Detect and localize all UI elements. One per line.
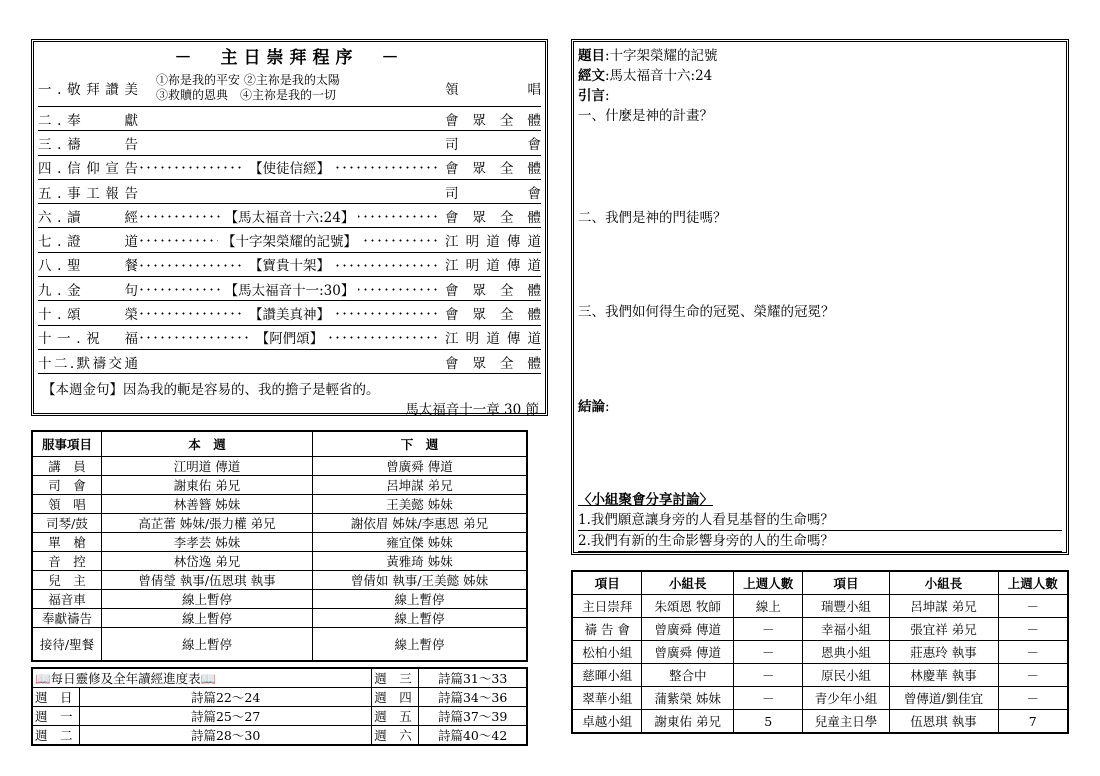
order-item-name: 二.奉 獻 bbox=[38, 112, 138, 129]
week-verse-reference: 馬太福音十一章 30 節 bbox=[405, 402, 539, 419]
order-item-leader: 江明道傳道 bbox=[441, 230, 541, 250]
order-item-name: 十一.祝 福 bbox=[38, 331, 138, 348]
table-cell: 講 員 bbox=[32, 457, 102, 476]
sermon-intro bbox=[578, 86, 1062, 106]
order-item-leader: 會眾全體 bbox=[441, 303, 541, 323]
table-row bbox=[572, 618, 1068, 641]
reading-passage: 詩篇31～33 bbox=[419, 668, 527, 688]
table-cell: 線上暫停 bbox=[313, 609, 528, 628]
table-cell: 線上暫停 bbox=[102, 628, 313, 662]
order-item-leader: 會眾全體 bbox=[441, 157, 541, 177]
table-cell: 雍宜傑 姊妹 bbox=[313, 533, 528, 552]
hymn-line: ①祢是我的平安 ②主祢是我的太陽 bbox=[156, 73, 340, 87]
table-cell: 主日崇拜 bbox=[572, 595, 642, 618]
table-cell: 江明道 傳道 bbox=[102, 457, 313, 476]
table-cell: 曾倩瑩 執事/伍恩琪 執事 bbox=[102, 571, 313, 590]
order-item-leader: 會眾全體 bbox=[441, 279, 541, 299]
table-cell: 音 控 bbox=[32, 552, 102, 571]
table-cell: 伍恩琪 執事 bbox=[889, 710, 998, 734]
table-row bbox=[32, 552, 527, 571]
table-cell: 張宜祥 弟兄 bbox=[889, 618, 998, 641]
table-row bbox=[572, 687, 1068, 710]
order-item-leader: 司 會 bbox=[441, 182, 541, 202]
table-cell: 5 bbox=[734, 710, 803, 734]
table-row bbox=[32, 668, 527, 688]
table-cell: 高芷蕾 姊妹/張力權 弟兄 bbox=[102, 514, 313, 533]
table-cell: 朱頌恩 牧師 bbox=[642, 595, 734, 618]
table-row bbox=[32, 476, 527, 495]
table-cell: － bbox=[998, 664, 1068, 687]
table-row bbox=[32, 707, 527, 726]
column-header: 上週人數 bbox=[734, 571, 803, 595]
order-item-name: 九.金 句 bbox=[38, 282, 138, 299]
table-cell: 線上暫停 bbox=[313, 590, 528, 609]
table-cell: 幸福小組 bbox=[803, 618, 889, 641]
order-item-leader: 領 唱 bbox=[441, 78, 541, 98]
order-item-detail bbox=[138, 303, 441, 323]
order-item-detail-text: 【讚美真神】 bbox=[245, 307, 334, 323]
order-item-name: 六.讀 經 bbox=[38, 209, 138, 226]
order-item-detail-text: 【寶貴十架】 bbox=[245, 258, 334, 274]
order-item-leader: 司 會 bbox=[441, 133, 541, 153]
order-row bbox=[38, 204, 541, 228]
order-item-detail-text: 【十字架榮耀的記號】 bbox=[218, 234, 361, 250]
table-cell: 王美懿 姊妹 bbox=[313, 495, 528, 514]
hymn-list bbox=[138, 73, 441, 103]
order-item-detail bbox=[138, 279, 441, 299]
table-cell: 單 槍 bbox=[32, 533, 102, 552]
column-header: 項目 bbox=[803, 571, 889, 595]
table-cell: 詩篇40～42 bbox=[419, 726, 527, 746]
order-item-detail bbox=[138, 206, 441, 226]
order-row bbox=[38, 301, 541, 325]
table-cell: 翠華小組 bbox=[572, 687, 642, 710]
order-item-name: 十二.默禱交通 bbox=[38, 355, 138, 372]
table-row bbox=[572, 595, 1068, 618]
table-cell: 兒 主 bbox=[32, 571, 102, 590]
service-table bbox=[31, 430, 528, 662]
table-cell: 曾傳道/劉佳宜 bbox=[889, 687, 998, 710]
table-header-row bbox=[572, 571, 1068, 595]
table-row bbox=[32, 514, 527, 533]
table-row bbox=[32, 457, 527, 476]
hymn-line: ③救贖的恩典 ④主祢是我的一切 bbox=[156, 88, 337, 102]
order-item-detail-text: 【阿們頌】 bbox=[252, 331, 328, 347]
table-cell: 黃雅琦 姊妹 bbox=[313, 552, 528, 571]
order-item-name: 七.證 道 bbox=[38, 234, 138, 251]
table-cell: 曾廣舜 傳道 bbox=[642, 618, 734, 641]
table-cell: 曾倩如 執事/王美懿 姊妹 bbox=[313, 571, 528, 590]
table-cell: 整合中 bbox=[642, 664, 734, 687]
column-header: 下 週 bbox=[313, 431, 528, 457]
table-cell: 線上暫停 bbox=[313, 628, 528, 662]
sermon-point-3: 三、我們如何得生命的冠冕、榮耀的冠冕？ bbox=[578, 304, 835, 320]
table-row bbox=[32, 726, 527, 746]
table-row bbox=[32, 628, 527, 662]
order-item-leader: 會眾全體 bbox=[441, 352, 541, 372]
order-row bbox=[38, 107, 541, 131]
order-item-detail bbox=[138, 327, 441, 347]
table-cell: 司 會 bbox=[32, 476, 102, 495]
order-row bbox=[38, 180, 541, 204]
table-cell: 週 五 bbox=[372, 707, 419, 726]
discussion-section bbox=[578, 490, 1062, 552]
table-header-row bbox=[32, 431, 527, 457]
discussion-title: 〈小組聚會分享討論〉 bbox=[578, 492, 713, 508]
table-cell: 曾廣舜 傳道 bbox=[642, 641, 734, 664]
intro-colon: : bbox=[605, 88, 610, 104]
table-cell: 慈暉小組 bbox=[572, 664, 642, 687]
table-cell: 松柏小組 bbox=[572, 641, 642, 664]
table-cell: 線上暫停 bbox=[102, 590, 313, 609]
order-item-detail-text: 【使徒信經】 bbox=[245, 161, 334, 177]
table-cell: 蒲紫榮 姊妹 bbox=[642, 687, 734, 710]
sermon-point-2: 二、我們是神的門徒嗎？ bbox=[578, 210, 727, 226]
sermon-notes-panel bbox=[571, 39, 1069, 555]
week-verse-text: 【本週金句】因為我的軛是容易的、我的擔子是輕省的。 bbox=[42, 382, 380, 399]
table-cell: － bbox=[734, 664, 803, 687]
table-cell: － bbox=[998, 641, 1068, 664]
column-header: 服事項目 bbox=[32, 431, 102, 457]
order-row bbox=[38, 70, 541, 107]
table-cell: 原民小組 bbox=[803, 664, 889, 687]
table-cell: 呂坤謀 弟兄 bbox=[889, 595, 998, 618]
table-cell: － bbox=[734, 641, 803, 664]
order-row bbox=[38, 131, 541, 155]
table-cell: 謝東佑 弟兄 bbox=[642, 710, 734, 734]
table-cell: 週 二 bbox=[32, 726, 80, 746]
order-row bbox=[38, 156, 541, 180]
table-cell: 林慶華 執事 bbox=[889, 664, 998, 687]
table-cell: 林岱逸 弟兄 bbox=[102, 552, 313, 571]
table-row bbox=[572, 641, 1068, 664]
table-row bbox=[32, 688, 527, 707]
table-cell: 福音車 bbox=[32, 590, 102, 609]
worship-order-panel bbox=[31, 39, 548, 419]
week-verse bbox=[38, 374, 541, 420]
table-row bbox=[32, 533, 527, 552]
order-row bbox=[38, 277, 541, 301]
table-cell: 奉獻禱告 bbox=[32, 609, 102, 628]
order-item-leader: 會眾全體 bbox=[441, 206, 541, 226]
table-cell: 李孝芸 姊妹 bbox=[102, 533, 313, 552]
order-row bbox=[38, 253, 541, 277]
column-header: 小組長 bbox=[889, 571, 998, 595]
order-item-detail-text: 【馬太福音十一:30】 bbox=[221, 283, 359, 299]
table-cell: 線上 bbox=[734, 595, 803, 618]
order-item-name: 五.事工報告 bbox=[38, 185, 138, 202]
order-row bbox=[38, 228, 541, 252]
table-row bbox=[572, 710, 1068, 734]
sermon-scripture bbox=[578, 66, 1062, 86]
table-cell: 詩篇37～39 bbox=[419, 707, 527, 726]
table-cell: － bbox=[998, 687, 1068, 710]
topic-text: :十字架榮耀的記號 bbox=[605, 48, 718, 64]
table-cell: － bbox=[734, 618, 803, 641]
table-cell: 謝東佑 弟兄 bbox=[102, 476, 313, 495]
table-cell: 週 日 bbox=[32, 688, 80, 707]
table-cell: 接待/聖餐 bbox=[32, 628, 102, 662]
table-cell: 詩篇34～36 bbox=[419, 688, 527, 707]
order-item-detail bbox=[138, 230, 441, 250]
order-item-leader: 江明道傳道 bbox=[441, 254, 541, 274]
table-cell: 詩篇22～24 bbox=[80, 688, 372, 707]
order-item-name: 八.聖 餐 bbox=[38, 258, 138, 275]
table-cell: 司琴/鼓 bbox=[32, 514, 102, 533]
order-row bbox=[38, 350, 541, 374]
table-row bbox=[572, 664, 1068, 687]
small-groups-table bbox=[571, 570, 1069, 734]
table-cell: 週 四 bbox=[372, 688, 419, 707]
table-cell: 領 唱 bbox=[32, 495, 102, 514]
table-cell: － bbox=[734, 687, 803, 710]
order-item-detail-text: 【馬太福音十六:24】 bbox=[221, 210, 359, 226]
sermon-topic bbox=[578, 46, 1062, 66]
discussion-item: 2.我們有新的生命影響身旁的人的生命嗎？ bbox=[578, 531, 1062, 552]
table-cell: 青少年小組 bbox=[803, 687, 889, 710]
order-item-leader: 會眾全體 bbox=[441, 109, 541, 129]
table-cell: 謝依眉 姊妹/李惠恩 弟兄 bbox=[313, 514, 528, 533]
column-header: 上週人數 bbox=[998, 571, 1068, 595]
order-item-name: 十.頌 榮 bbox=[38, 307, 138, 324]
worship-order-title: － 主日崇拜程序 － bbox=[174, 48, 405, 68]
table-cell: 呂坤謀 弟兄 bbox=[313, 476, 528, 495]
table-cell: 詩篇28～30 bbox=[80, 726, 372, 746]
column-header: 項目 bbox=[572, 571, 642, 595]
table-cell: 莊惠玲 執事 bbox=[889, 641, 998, 664]
conclusion-colon: : bbox=[605, 399, 610, 415]
table-cell: 週 六 bbox=[372, 726, 419, 746]
table-cell: 禱 告 會 bbox=[572, 618, 642, 641]
table-cell: 曾廣舜 傳道 bbox=[313, 457, 528, 476]
scripture-label: 經文 bbox=[578, 68, 605, 84]
order-item-detail bbox=[138, 254, 441, 274]
table-cell: 7 bbox=[998, 710, 1068, 734]
table-cell: 卓越小組 bbox=[572, 710, 642, 734]
table-cell: － bbox=[998, 618, 1068, 641]
table-row bbox=[32, 495, 527, 514]
order-item-name: 四.信仰宣告 bbox=[38, 161, 138, 178]
table-cell: 瑞豐小組 bbox=[803, 595, 889, 618]
topic-label: 題目 bbox=[578, 48, 605, 64]
table-row bbox=[32, 609, 527, 628]
discussion-item: 1.我們願意讓身旁的人看見基督的生命嗎？ bbox=[578, 510, 1062, 531]
column-header: 小組長 bbox=[642, 571, 734, 595]
intro-label: 引言 bbox=[578, 88, 605, 104]
sermon-point-1: 一、什麼是神的計畫？ bbox=[578, 108, 713, 124]
sermon-conclusion bbox=[578, 397, 610, 417]
reading-day: 週 三 bbox=[372, 668, 419, 688]
order-item-leader: 江明道傳道 bbox=[441, 327, 541, 347]
table-cell: 詩篇25～27 bbox=[80, 707, 372, 726]
column-header: 本 週 bbox=[102, 431, 313, 457]
table-cell: 線上暫停 bbox=[102, 609, 313, 628]
reading-plan-title: 📖每日靈修及全年讀經進度表📖 bbox=[32, 668, 372, 688]
table-row bbox=[32, 590, 527, 609]
order-item-detail bbox=[138, 157, 441, 177]
table-cell: 兒童主日學 bbox=[803, 710, 889, 734]
order-item-name: 一.敬拜讚美 bbox=[38, 82, 138, 98]
conclusion-label: 結論 bbox=[578, 399, 605, 415]
table-cell: － bbox=[998, 595, 1068, 618]
reading-plan-table bbox=[31, 667, 528, 746]
table-row bbox=[32, 571, 527, 590]
table-cell: 林善簪 姊妹 bbox=[102, 495, 313, 514]
table-cell: 週 一 bbox=[32, 707, 80, 726]
scripture-text: :馬太福音十六:24 bbox=[605, 68, 713, 84]
order-item-name: 三.禱 告 bbox=[38, 136, 138, 153]
order-row bbox=[38, 326, 541, 350]
table-cell: 恩典小組 bbox=[803, 641, 889, 664]
